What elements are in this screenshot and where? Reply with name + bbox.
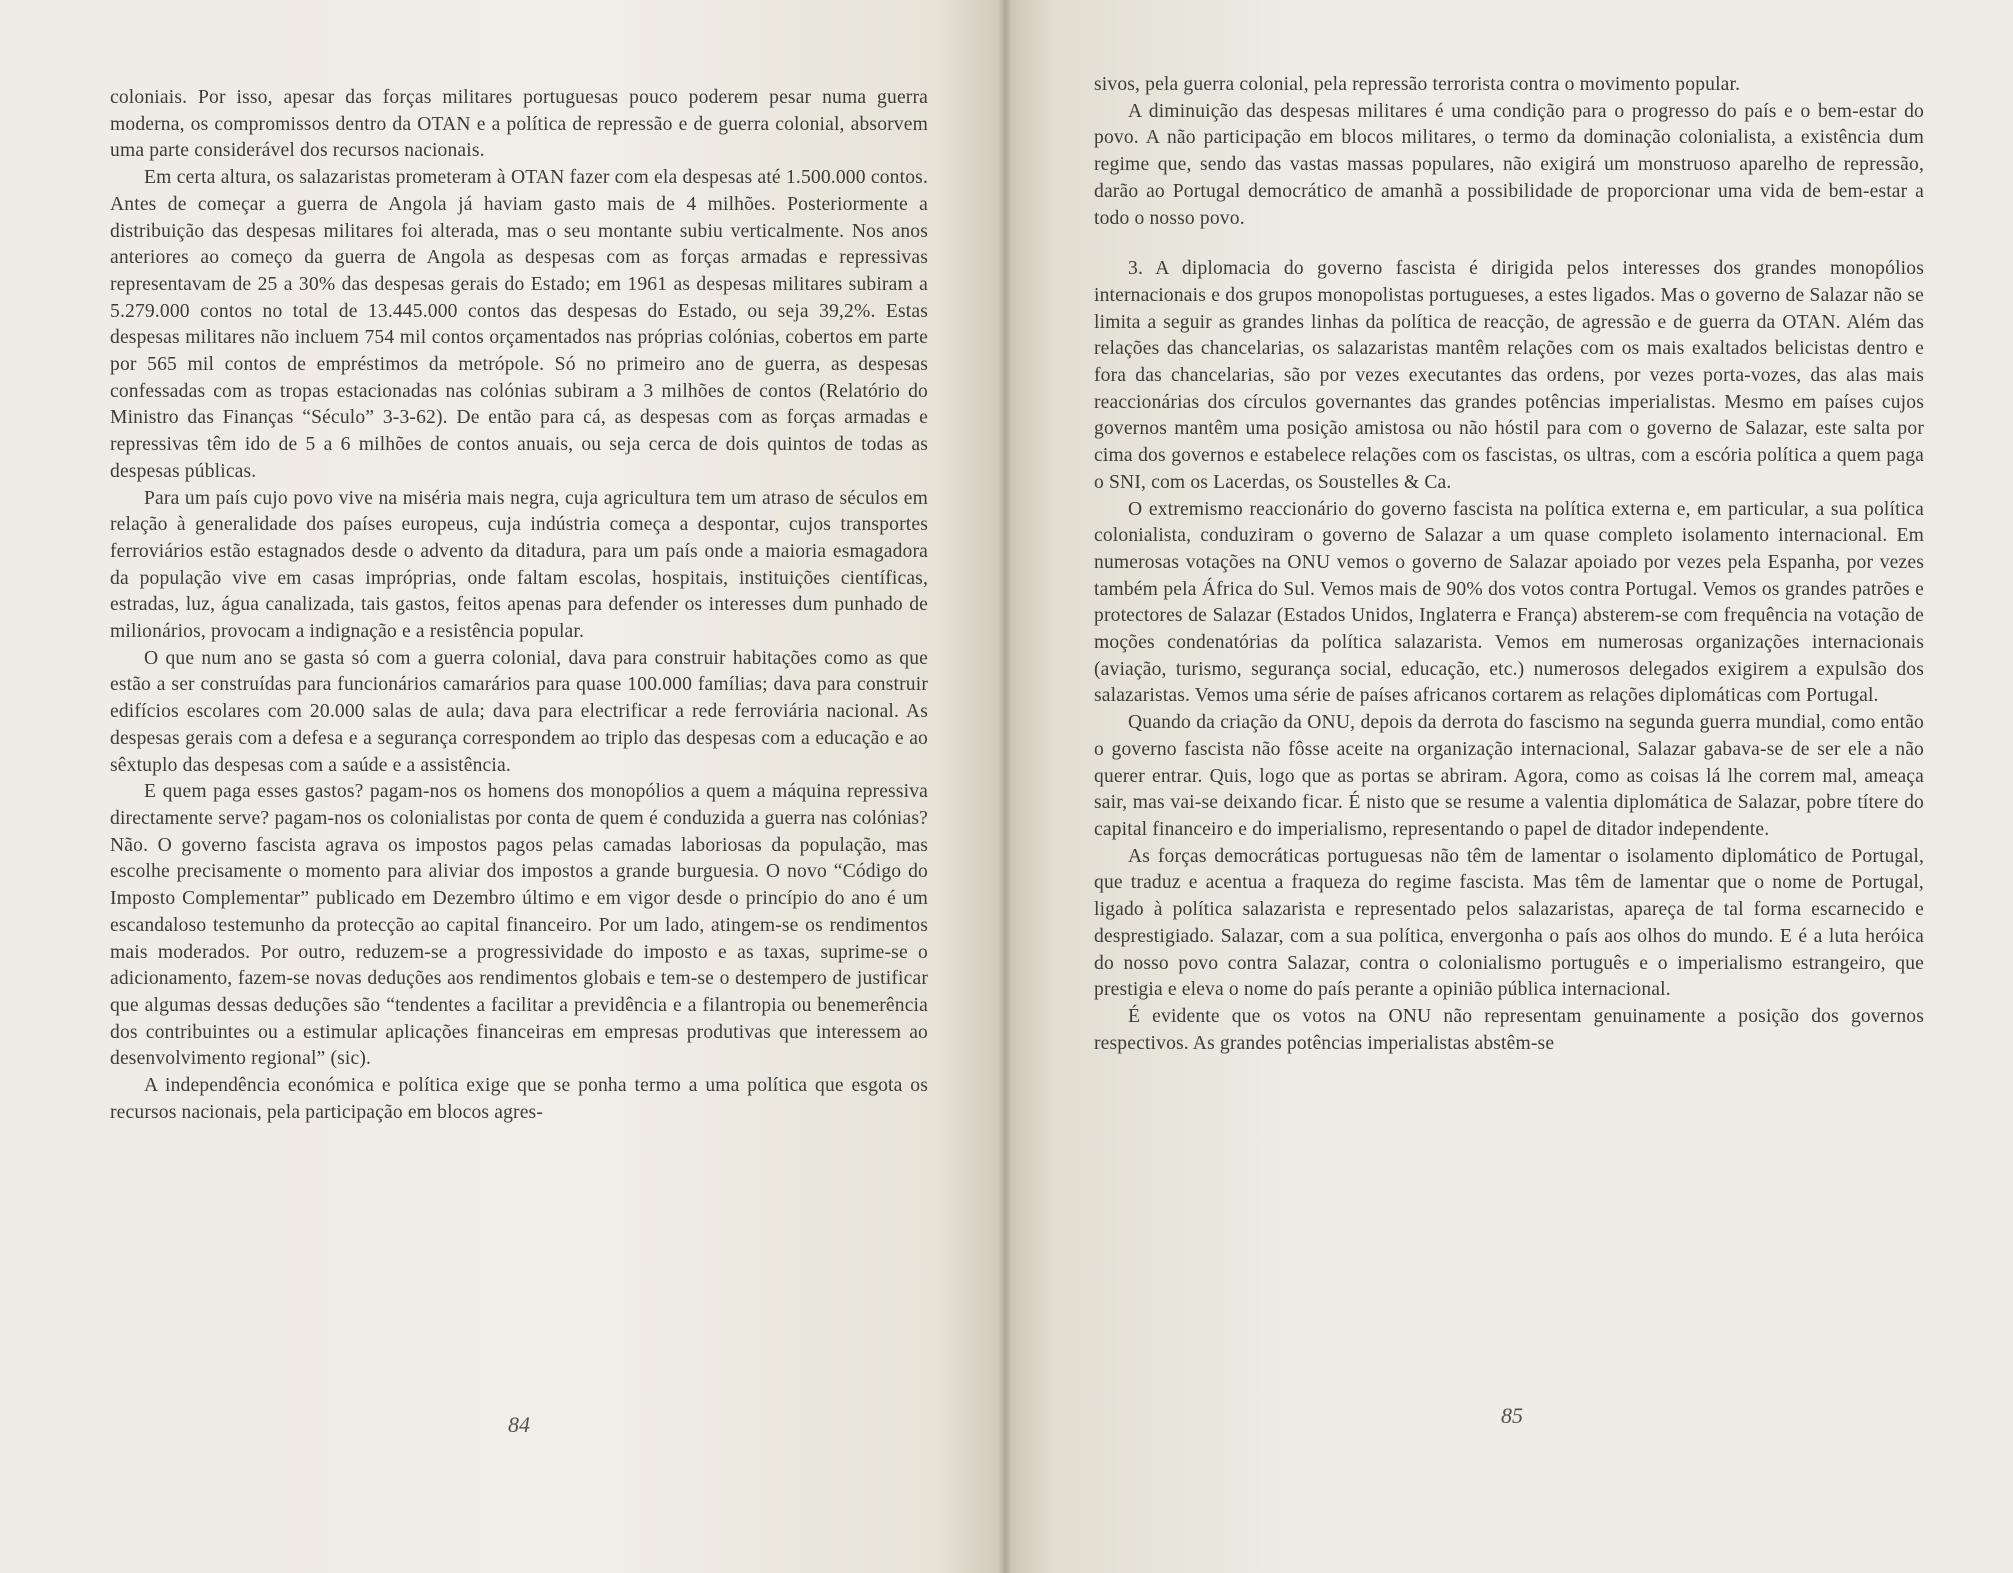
- paragraph: Quando da criação da ONU, depois da derrota do fascismo na segunda guerra mundial, como então o governo fascista não fôsse aceite na organização internacional, Salazar gabava-se de ser ele a não querer entrar. Quis, logo que as portas se abriram. Agora, como as coisas lá lhe correm mal, ameaça sair, mas vai-se deixando ficar. É nisto que se resume a valentia diplomática de Salazar, pobre títere do capital financeiro e do imperialismo, representando o papel de ditador independente.: [1094, 712, 1924, 840]
- right-page: [1004, 0, 2013, 1573]
- paragraph: O que num ano se gasta só com a guerra colonial, dava para construir habitações como as que estão a ser construídas para funcionários camarários para quase 100.000 famílias; dava para construir edifícios escolares com 20.000 salas de aula; dava para electrificar a rede ferroviária nacional. As despesas gerais com a defesa e a segurança correspondem ao triplo das despesas com a educação e ao sêxtuplo das despesas com a saúde e a assistência.: [110, 647, 928, 776]
- paragraph: A independência económica e política exige que se ponha termo a uma política que esgota os recursos nacionais, pela participação em blocos agres-: [110, 1075, 928, 1123]
- paragraph: coloniais. Por isso, apesar das forças militares portuguesas pouco poderem pesar numa guerra moderna, os compromissos dentro da OTAN e a política de repressão e de guerra colonial, absorvem uma parte considerável dos recursos nacionais.: [110, 87, 928, 162]
- right-page-text: [1094, 72, 1924, 1057]
- paragraph: sivos, pela guerra colonial, pela repressão terrorista contra o movimento popular.: [1094, 74, 1741, 95]
- book-gutter: [998, 0, 1012, 1573]
- paragraph: 3. A diplomacia do governo fascista é dirigida pelos interesses dos grandes monopólios internacionais e dos grupos monopolistas portugueses, a estes ligados. Mas o governo de Salazar não se limita a seguir as grandes linhas da política de reacção, de agressão e de guerra da OTAN. Além das relações das chancelarias, os salazaristas mantêm relações com os mais exaltados belicistas dentro e fora das chancelarias, são por vezes executantes das ordens, por vezes porta-vozes, das alas mais reaccionárias dos círculos governantes das grandes potências imperialistas. Mesmo em países cujos governos mantêm uma posição amistosa ou não hóstil para com o governo de Salazar, este salta por cima dos governos e estabelece relações com os fascistas, os ultras, com a escória política a quem paga o SNI, com os Lacerdas, os Soustelles & Ca.: [1094, 258, 1924, 493]
- page-number: 84: [508, 1412, 530, 1437]
- left-page: [0, 0, 1004, 1573]
- paragraph: Em certa altura, os salazaristas prometeram à OTAN fazer com ela despesas até 1.500.000 contos. Antes de começar a guerra de Angola já haviam gasto mais de 4 milhões. Posteriormente a distribuição das despesas militares foi alterada, mas o seu montante subiu verticalmente. Nos anos anteriores ao começo da guerra de Angola as despesas com as forças armadas e repressivas representavam de 25 a 30% das despesas gerais do Estado; em 1961 as despesas militares subiram a 5.279.000 contos no total de 13.445.000 contos das despesas do Estado, ou seja 39,2%. Estas despesas militares não incluem 754 mil contos orçamentados nas próprias colónias, cobertos em parte por 565 mil contos de empréstimos da metrópole. Só no primeiro ano de guerra, as despesas confessadas com as tropas estacionadas nas colónias subiram a 3 milhões de contos (Relatório do Ministro das Finanças “Século” 3-3-62). De então para cá, as despesas com as forças armadas e repressivas têm ido de 5 a 6 milhões de contos anuais, ou seja cerca de dois quintos de todas as despesas públicas.: [110, 167, 928, 482]
- paragraph: O extremismo reaccionário do governo fascista na política externa e, em particular, a sua política colonialista, conduziram o governo de Salazar a um quase completo isolamento internacional. Em numerosas votações na ONU vemos o governo de Salazar apoiado por vezes pela Espanha, por vezes também pela África do Sul. Vemos mais de 90% dos votos contra Portugal. Vemos os grandes patrões e protectores de Salazar (Estados Unidos, Inglaterra e França) absterem-se com frequência na votação de moções condenatórias da política salazarista. Vemos em numerosas organizações internacionais (aviação, turismo, segurança social, educação, etc.) numerosos delegados exigirem a expulsão dos salazaristas. Vemos uma série de países africanos cortarem as relações diplomáticas com Portugal.: [1094, 498, 1924, 707]
- paragraph: Para um país cujo povo vive na miséria mais negra, cuja agricultura tem um atraso de séculos em relação à generalidade dos países europeus, cuja indústria começa a despontar, cujos transportes ferroviários estão estagnados desde o advento da ditadura, para um país onde a maioria esmagadora da população vive em casas impróprias, onde faltam escolas, hospitais, instituições científicas, estradas, luz, água canalizada, tais gastos, feitos apenas para defender os interesses dum punhado de milionários, provocam a indignação e a resistência popular.: [110, 487, 928, 643]
- paragraph: É evidente que os votos na ONU não representam genuinamente a posição dos governos respectivos. As grandes potências imperialistas abstêm-se: [1094, 1005, 1924, 1054]
- paragraph: As forças democráticas portuguesas não têm de lamentar o isolamento diplomático de Portugal, que traduz e acentua a fraqueza do regime fascista. Mas têm de lamentar que o nome de Portugal, ligado à política salazarista e representado pelos salazaristas, apareça de tal forma escarnecido e desprestigiado. Salazar, com a sua política, envergonha o país aos olhos do mundo. E é a luta heróica do nosso povo contra Salazar, contra o colonialismo português e o imperialismo estrangeiro, que prestigia e eleva o nome do país perante a opinião pública internacional.: [1094, 845, 1924, 1001]
- left-page-text: [110, 85, 928, 1126]
- page-number: 85: [1501, 1403, 1523, 1428]
- paragraph: A diminuição das despesas militares é uma condição para o progresso do país e o bem-estar do povo. A não participação em blocos militares, o termo da dominação colonialista, a existência dum regime que, sendo das vastas massas populares, não exigirá um monstruoso aparelho de repressão, darão ao Portugal democrático de amanhã a possibilidade de proporcionar uma vida de bem-estar a todo o nosso povo.: [1094, 100, 1924, 229]
- paragraph: E quem paga esses gastos? pagam-nos os homens dos monopólios a quem a máquina repressiva directamente serve? pagam-nos os colonialistas por conta de quem é conduzida a guerra nas colónias? Não. O governo fascista agrava os impostos pagos pelas camadas laboriosas da população, mas escolhe precisamente o momento para aliviar dos impostos a grande burguesia. O novo “Código do Imposto Complementar” publicado em Dezembro último e em vigor desde o princípio do ano é um escandaloso testemunho da protecção ao capital financeiro. Por um lado, atingem-se os rendimentos mais moderados. Por outro, reduzem-se a progressividade do imposto e as taxas, suprime-se o adicionamento, fazem-se novas deduções aos rendimentos globais e tem-se o destempero de justificar que algumas dessas deduções são “tendentes a facilitar a previdência e a filantropia ou benemerência dos contribuintes ou a estimular aplicações financeiras em empresas produtivas que interessem ao desenvolvimento regional” (sic).: [110, 781, 928, 1070]
